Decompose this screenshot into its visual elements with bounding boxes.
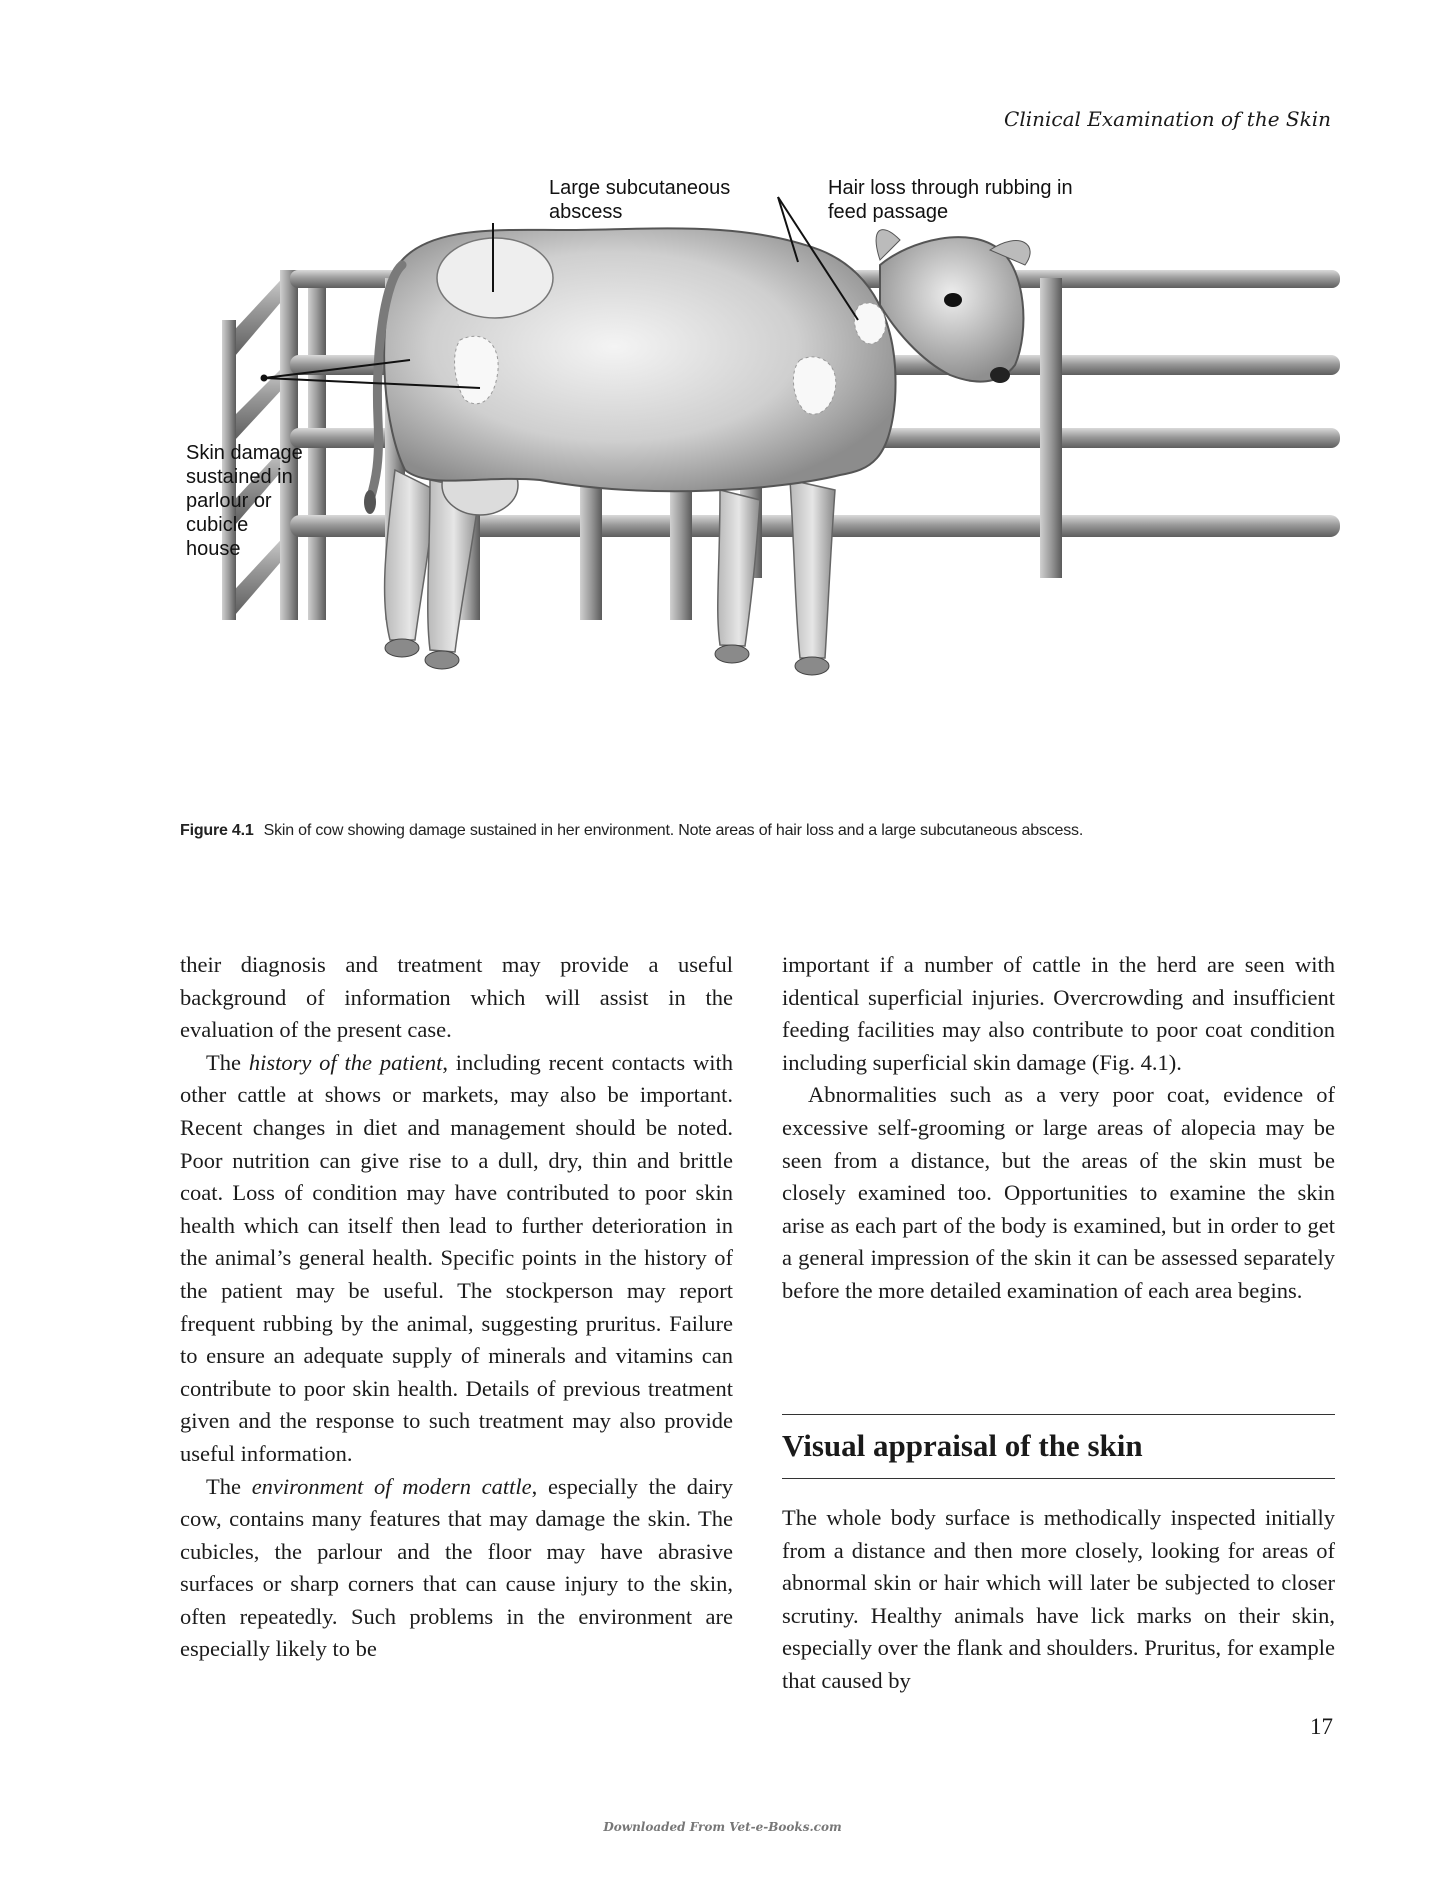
right-column-section [782, 1502, 1335, 1698]
right-column [782, 949, 1335, 1308]
figure-cow-illustration [180, 170, 1340, 820]
section-rule-bottom [782, 1478, 1335, 1479]
left-p3-lead: The [206, 1473, 252, 1499]
running-head: Clinical Examination of the Skin [1004, 107, 1331, 131]
right-paragraph-2: Abnormalities such as a very poor coat, evidence of excessive self-grooming or large areas of alopecia may be seen from a distance, but the areas of the skin must be closely examined too. Opportunities to examine the skin arise as each part of the body is examined, but in order to get a general impression of the skin it can be assessed separately before the more detailed examination of each area begins. [782, 1082, 1335, 1303]
figure-caption-text: Skin of cow showing damage sustained in her environment. Note areas of hair loss and a large subcutaneous abscess. [263, 822, 1084, 839]
left-paragraph-2 [180, 1047, 733, 1471]
section-rule-top [782, 1414, 1335, 1415]
right-paragraph-3: The whole body surface is methodically inspected initially from a distance and then more closely, looking for areas of abnormal skin or hair which will later be subjected to closer scrutiny. Healthy animals have lick marks on their skin, especially over the flank and shoulders. Pruritus, for example that caused by [782, 1505, 1335, 1693]
figure-caption [180, 822, 1340, 840]
left-p2-lead: The [206, 1049, 249, 1075]
left-column [180, 949, 733, 1666]
right-paragraph-1: important if a number of cattle in the herd are seen with identical superficial injuries. Overcrowding and insufficient feeding facilities may also contribute to poor coat condition including superficial skin damage (Fig. 4.1). [782, 952, 1335, 1075]
left-p3-rest: , especially the dairy cow, contains many features that may damage the skin. The cubicles, the parlour and the floor may have abrasive surfaces or sharp corners that can cause injury to the skin, often repeatedly. Such problems in the environment are especially likely to be [180, 1473, 734, 1662]
figure-caption-label: Figure 4.1 [180, 822, 254, 839]
download-watermark: Downloaded From Vet-e-Books.com [603, 1820, 842, 1834]
left-paragraph-1: their diagnosis and treatment may provide a useful background of information which will assist in the evaluation of the present case. [180, 952, 733, 1043]
callout-abscess: Large subcutaneous abscess [549, 177, 731, 223]
left-p3-emphasis: environment of modern cattle [251, 1473, 532, 1499]
left-p2-rest: , including recent contacts with other cattle at shows or markets, may also be important. Recent changes in diet and management should be noted. Poor nutrition can give rise to a dull, dry, thin and brittle coat. Loss of condition may have contributed to poor skin health which can itself then lead to further deterioration in the animal’s general health. Specific points in the history of the patient may be useful. The stockperson may report frequent rubbing by the animal, suggesting pruritus. Failure to ensure an adequate supply of minerals and vitamins can contribute to poor skin health. Details of previous treatment given and the response to such treatment may also provide useful information. [180, 1049, 733, 1466]
callout-hair-loss: Hair loss through rubbing in feed passage [828, 177, 1073, 223]
left-paragraph-3 [180, 1471, 733, 1667]
callout-skin-damage: Skin damage sustained in parlour or cubicle house [186, 442, 303, 560]
cow-in-pen-illustration [180, 170, 1340, 820]
page-number: 17 [1310, 1714, 1333, 1739]
section-heading: Visual appraisal of the skin [782, 1428, 1143, 1463]
left-p2-emphasis: history of the patient [248, 1049, 443, 1075]
